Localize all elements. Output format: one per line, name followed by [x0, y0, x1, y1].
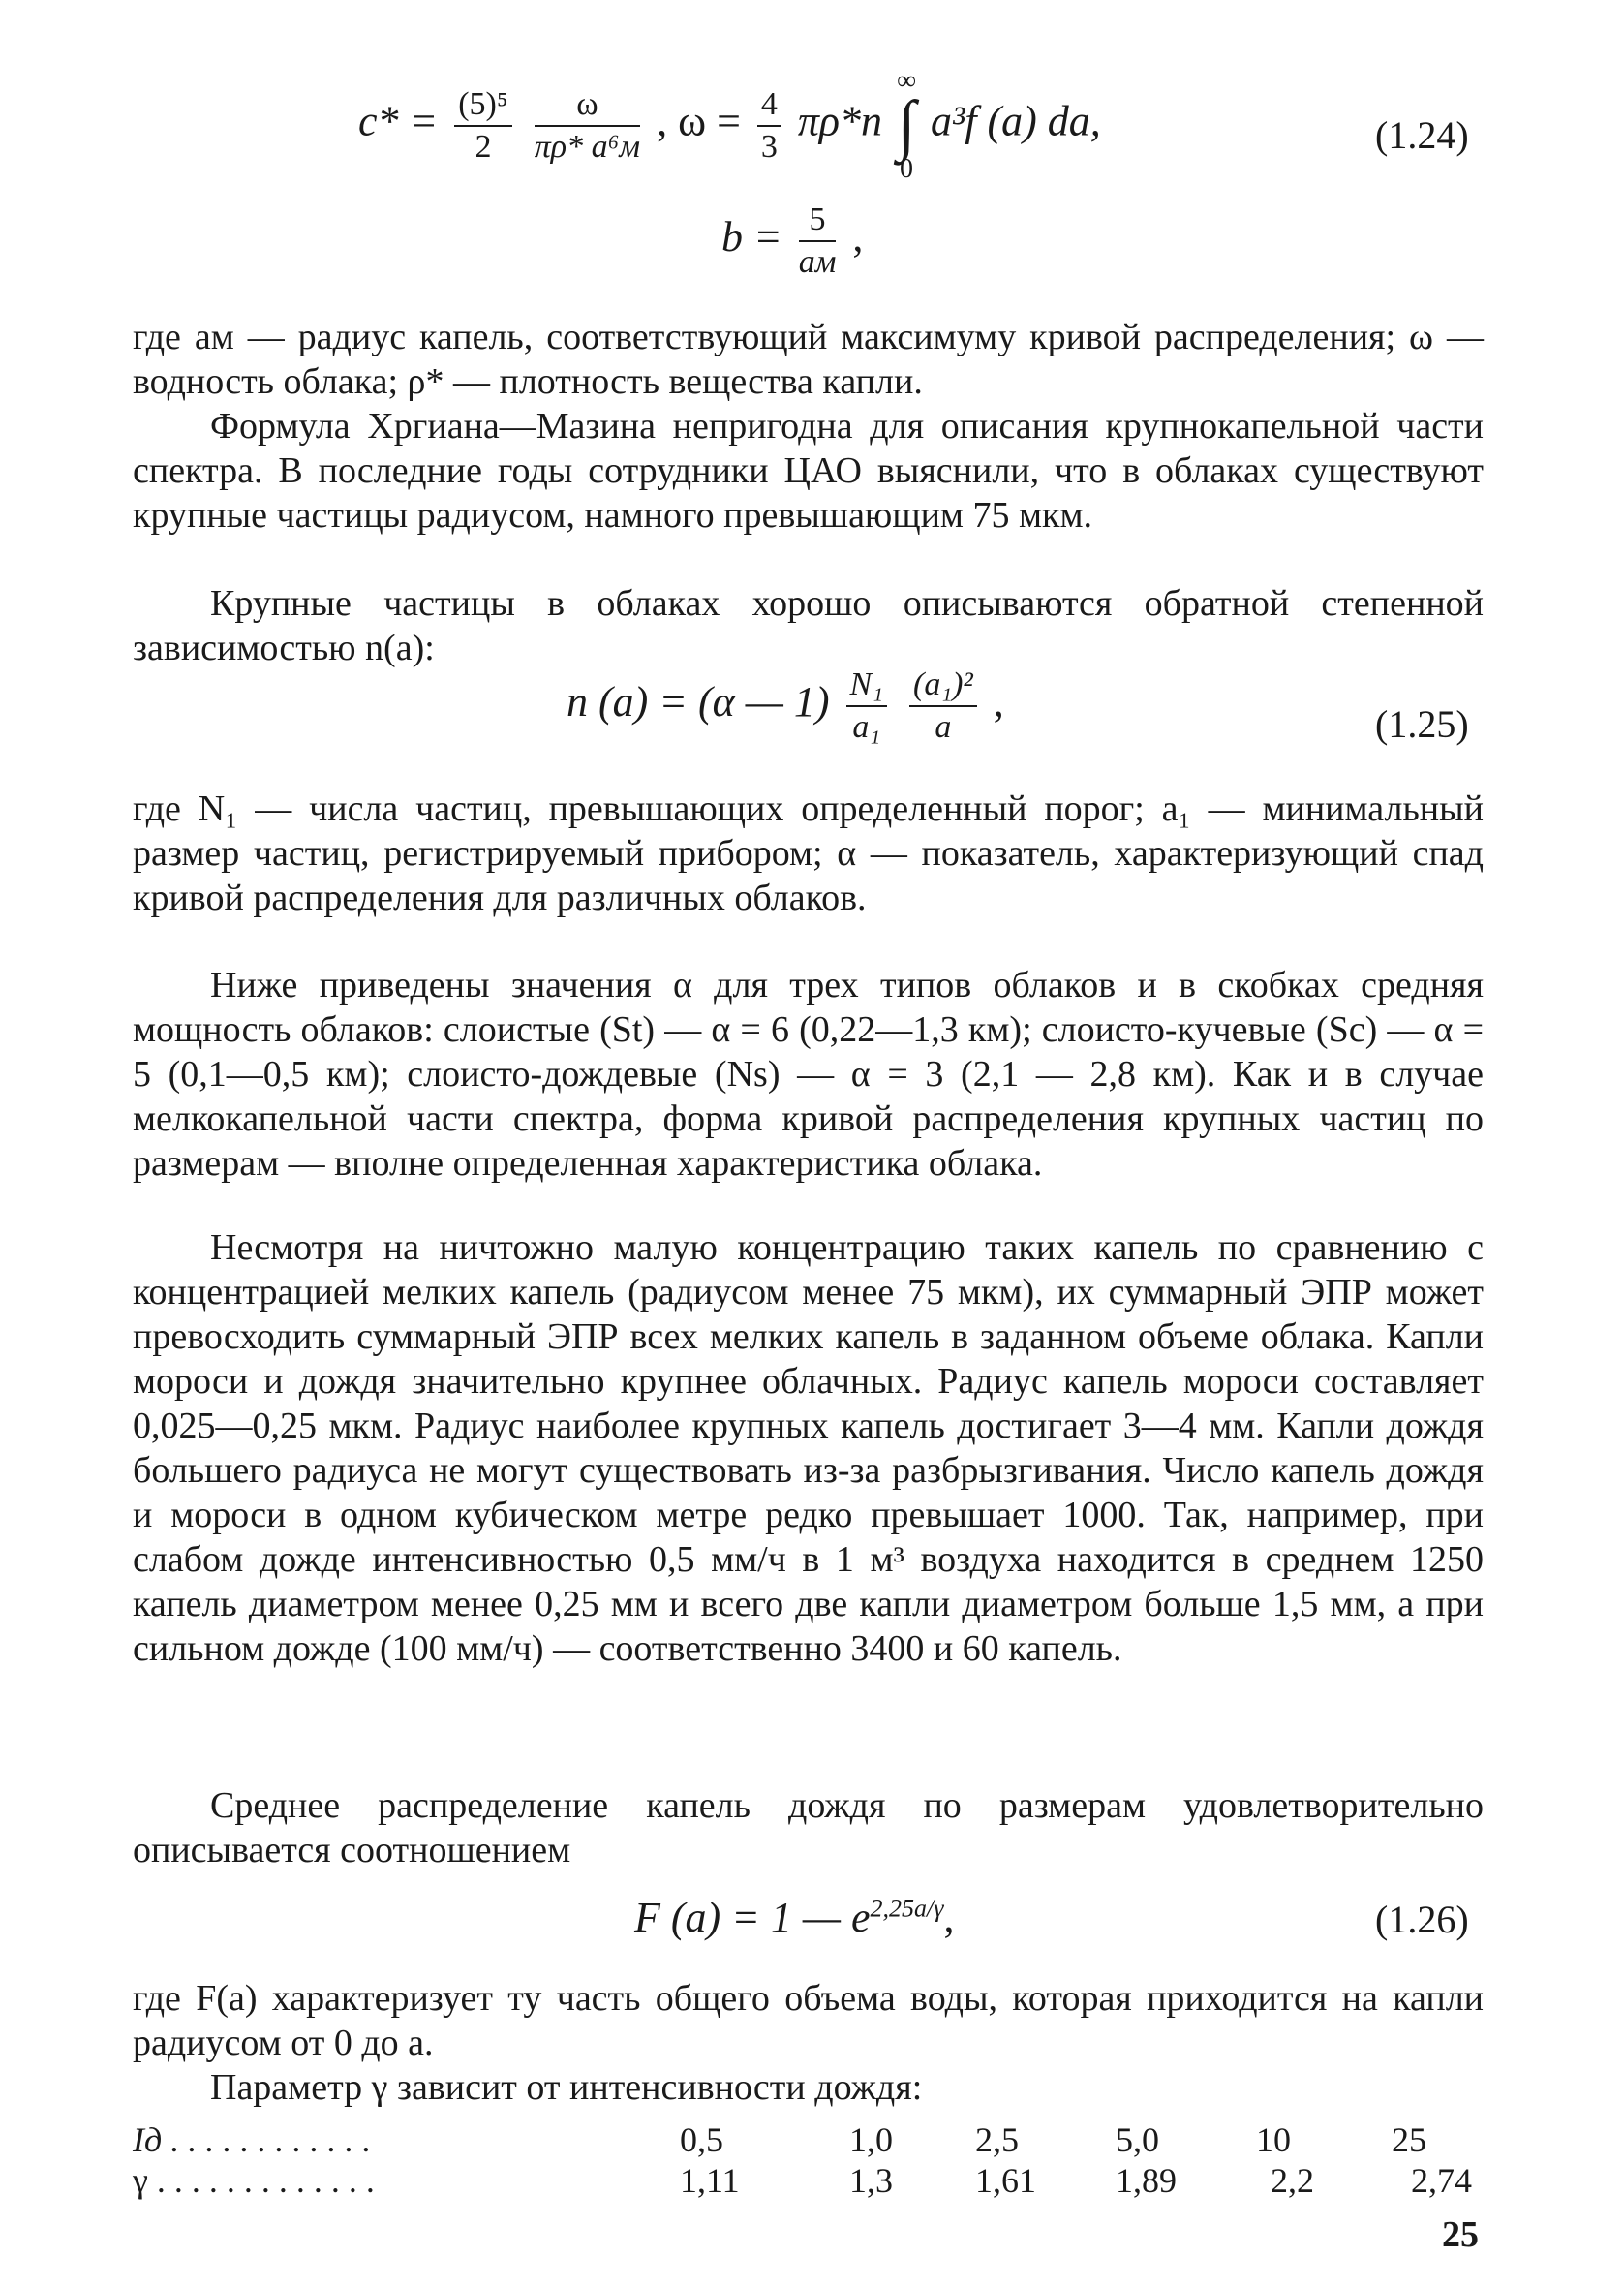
equation-b: b = $\frac{5}{aм}$ ,: [721, 201, 864, 280]
table-cell: 1,3: [849, 2161, 893, 2200]
equation-number-1-26: (1.26): [1375, 1898, 1469, 1941]
table-row: [133, 2160, 1484, 2201]
paragraph: где N₁ — числа частиц, превышающих определенный порог; a₁ — минимальный размер частиц, регистрируемый прибором; α — показатель, характеризующий спад кривой распределения для различных облаков.: [133, 788, 1484, 918]
equation-number-1-24: (1.24): [1375, 113, 1469, 157]
table-cell: 2,5: [975, 2120, 1019, 2159]
paragraph: где aм — радиус капель, соответствующий максимуму кривой распределения; ω — водность облака; ρ* — плотность вещества капли.: [133, 317, 1484, 402]
fraction: $\frac{\text{(a₁)²}}{a}$: [909, 668, 977, 744]
row-label: γ . . . . . . . . . . . . .: [133, 2161, 375, 2200]
equation-1-24: [358, 68, 1101, 183]
table-cell: 2,74: [1411, 2161, 1472, 2200]
table-cell: 1,0: [849, 2120, 893, 2159]
table-cell: 2,2: [1271, 2161, 1314, 2200]
paragraph: Крупные частицы в облаках хорошо описываются обратной степенной зависимостью n(a):: [133, 583, 1484, 668]
paragraph: Ниже приведены значения α для трех типов облаков и в скобках средняя мощность облаков: слоистые (St) — α = 6 (0,22—1,3 км); слоисто-кучевые (Sc) — α = 5 (0,1—0,5 км); слоисто-дождевые (Ns) — α = 3 (2,1 — 2,8 км). Как и в случае мелкокапельной части спектра, форма кривой распределения крупных частиц по размерам — вполне определенная характеристика облака.: [133, 965, 1484, 1184]
fraction: $\frac{\text{N₁}}{\text{a₁}}$: [846, 668, 888, 744]
paragraph: Параметр γ зависит от интенсивности дождя:: [210, 2067, 923, 2108]
equation-1-26: F (a) = 1 — $e^{2,25a/\gamma}$,: [634, 1894, 955, 1941]
fraction: $\frac{\text{(5)⁵}}{2}$: [454, 88, 512, 164]
table-cell: 1,89: [1116, 2161, 1177, 2200]
paragraph: Несмотря на ничтожно малую концентрацию таких капель по сравнению с концентрацией мелких капель (радиусом менее 75 мкм), их суммарный ЭПР может превосходить суммарный ЭПР всех мелких капель в заданном объеме облака. Капли мороси и дождя значительно крупнее облачных. Радиус капель мороси составляет 0,025—0,25 мкм. Радиус наиболее крупных капель достигает 3—4 мм. Капли дождя большего радиуса не могут существовать из-за разбрызгивания. Число капель дождя и мороси в одном кубическом метре редко превышает 1000. Так, например, при слабом дожде интенсивностью 0,5 мм/ч в 1 м³ воздуха находится в среднем 1250 капель диаметром менее 0,25 мм и всего две капли диаметром больше 1,5 мм, а при сильном дожде (100 мм/ч) — соответственно 3400 и 60 капель.: [133, 1227, 1484, 1669]
fraction: $\frac{\omega}{\text{πρ* a⁶м}}$: [534, 85, 641, 165]
intensity-table: [133, 2119, 1484, 2201]
eq-text: c* =: [358, 97, 439, 145]
equation-1-25: n (a) = (α — 1) $\frac{\text{N₁}}{\text{a₁}}$ $\frac{\text{(a₁)²}}{a}$ ,: [567, 666, 1004, 745]
table-cell: 1,61: [975, 2161, 1036, 2200]
paragraph: где F(a) характеризует ту часть общего объема воды, которая приходится на капли радиусом от 0 до a.: [133, 1978, 1484, 2063]
eq-text: , ω =: [657, 97, 741, 145]
table-cell: 25: [1392, 2120, 1426, 2159]
eq-text: a³f (a) da,: [931, 97, 1101, 145]
table-row: [133, 2119, 1484, 2160]
integral-sign: ∞ ∫ 0: [897, 66, 917, 184]
fraction: $\frac{4}{3}$: [757, 88, 781, 164]
eq-text: πρ*n: [797, 97, 883, 145]
paragraph: Формула Хргиана—Мазина непригодна для описания крупнокапельной части спектра. В последние годы сотрудники ЦАО выяснили, что в облаках существуют крупные частицы радиусом, намного превышающим 75 мкм.: [133, 406, 1484, 536]
table-cell: 1,11: [680, 2161, 740, 2200]
table-cell: 0,5: [680, 2120, 723, 2159]
table-cell: 5,0: [1116, 2120, 1159, 2159]
page-number: 25: [1442, 2214, 1479, 2255]
fraction: $\frac{5}{aм}$: [798, 201, 837, 280]
equation-number-1-25: (1.25): [1375, 702, 1469, 746]
table-cell: 10: [1256, 2120, 1291, 2159]
row-label: Iд . . . . . . . . . . . .: [133, 2120, 372, 2159]
paragraph: Среднее распределение капель дождя по размерам удовлетворительно описывается соотношением: [133, 1785, 1484, 1871]
